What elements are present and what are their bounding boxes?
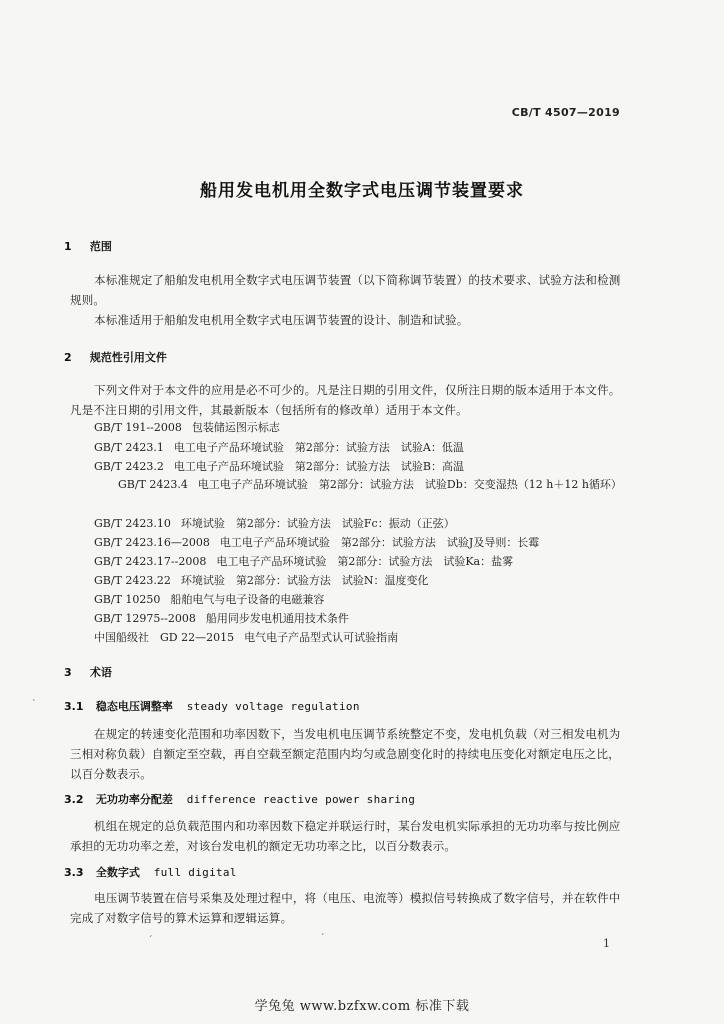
reference-code: GB/T 191--2008: [94, 421, 182, 434]
term-name: 稳态电压调整率: [95, 700, 173, 713]
reference-code: GB/T 2423.1: [94, 441, 164, 454]
reference-item: [94, 457, 634, 476]
reference-title: 电工电子产品环境试验 第2部分：试验方法 试验B：高温: [173, 460, 464, 473]
term-english: difference reactive power sharing: [186, 793, 416, 806]
reference-code: GB/T 2423.4: [118, 478, 188, 491]
reference-title: 船用同步发电机通用技术条件: [205, 612, 349, 625]
watermark-footer: 学兔兔 www.bzfxw.com 标准下载: [254, 999, 470, 1014]
reference-title: 包装储运图示标志: [191, 421, 280, 434]
section-1-paragraph: 本标准规定了船舶发电机用全数字式电压调节装置（以下简称调节装置）的技术要求、试验方法和检测规则。: [70, 273, 621, 307]
term-3-2-definition: 机组在规定的总负载范围内和功率因数下稳定并联运行时，某台发电机实际承担的无功功率与按比例应承担的无功功率之差，对该台发电机的额定无功功率之比，以百分数表示。: [70, 819, 621, 853]
standard-code: CB/T 4507—2019: [511, 106, 620, 119]
term-english: steady voltage regulation: [186, 700, 360, 713]
section-number: 1: [64, 240, 72, 253]
section-3-heading: [64, 664, 112, 680]
term-3-3-heading: [64, 864, 237, 880]
term-3-1-heading: [64, 698, 360, 714]
section-2-heading: [64, 349, 167, 365]
term-name: 全数字式: [95, 866, 140, 879]
reference-item: [94, 438, 634, 457]
reference-item: [94, 418, 634, 437]
reference-code: GB/T 12975--2008: [94, 612, 196, 625]
reference-title: 电工电子产品环境试验 第2部分：试验方法 试验Db：交变湿热（12 h＋12 h循环）: [197, 478, 622, 491]
reference-title: 船舶电气与电子设备的电磁兼容: [170, 593, 325, 606]
reference-code: 中国船级社 GD 22—2015: [94, 631, 235, 644]
scan-mark: `: [32, 700, 37, 710]
reference-item: [94, 590, 634, 609]
document-title: 船用发电机用全数字式电压调节装置要求: [200, 181, 524, 201]
reference-item: [94, 609, 634, 628]
term-english: full digital: [153, 866, 237, 879]
page-number: 1: [603, 937, 610, 950]
reference-item: [94, 571, 634, 590]
term-3-3-definition: 电压调节装置在信号采集及处理过程中，将（电压、电流等）模拟信号转换成了数字信号，并在软件中完成了对数字信号的算术运算和逻辑运算。: [70, 891, 621, 925]
reference-code: GB/T 2423.22: [94, 574, 171, 587]
reference-item: [94, 552, 634, 571]
section-1-heading: [64, 238, 112, 254]
scan-mark: ˊ: [148, 936, 153, 946]
scan-mark: ˊ: [320, 934, 325, 944]
reference-code: GB/T 2423.17--2008: [94, 555, 207, 568]
reference-title: 环境试验 第2部分：试验方法 试验Fc：振动（正弦）: [180, 517, 455, 530]
reference-title: 电气电子产品型式认可试验指南: [244, 631, 399, 644]
section-number: 3: [64, 666, 72, 679]
reference-title: 电工电子产品环境试验 第2部分：试验方法 试验Ka：盐雾: [216, 555, 514, 568]
section-title: 范围: [89, 240, 112, 253]
reference-code: GB/T 2423.2: [94, 460, 164, 473]
reference-title: 环境试验 第2部分：试验方法 试验N：温度变化: [180, 574, 429, 587]
reference-item: [70, 476, 630, 494]
term-number: 3.3: [64, 866, 84, 879]
term-name: 无功功率分配差: [95, 793, 173, 806]
reference-title: 电工电子产品环境试验 第2部分：试验方法 试验A：低温: [173, 441, 464, 454]
reference-item: [94, 628, 634, 647]
reference-item: [94, 514, 634, 533]
section-title: 规范性引用文件: [89, 351, 167, 364]
reference-title: 电工电子产品环境试验 第2部分：试验方法 试验J及导则：长霉: [219, 536, 540, 549]
section-number: 2: [64, 351, 72, 364]
reference-item: [94, 533, 634, 552]
reference-code: GB/T 10250: [94, 593, 161, 606]
term-number: 3.1: [64, 700, 84, 713]
term-3-1-definition: 在规定的转速变化范围和功率因数下，当发电机电压调节系统整定不变，发电机负载（对三相发电机为三相对称负载）自额定至空载，再自空载至额定范围内均匀或急剧变化时的持续电压变化对额定电压之比，以百分数表示。: [70, 727, 621, 781]
reference-code: GB/T 2423.10: [94, 517, 171, 530]
reference-code: GB/T 2423.16—2008: [94, 536, 210, 549]
section-title: 术语: [89, 666, 112, 679]
section-2-intro: 下列文件对于本文件的应用是必不可少的。凡是注日期的引用文件，仅所注日期的版本适用于本文件。凡是不注日期的引用文件，其最新版本（包括所有的修改单）适用于本文件。: [70, 383, 621, 417]
section-1-paragraph: 本标准适用于船舶发电机用全数字式电压调节装置的设计、制造和试验。: [94, 313, 469, 327]
term-3-2-heading: [64, 791, 415, 807]
term-number: 3.2: [64, 793, 84, 806]
